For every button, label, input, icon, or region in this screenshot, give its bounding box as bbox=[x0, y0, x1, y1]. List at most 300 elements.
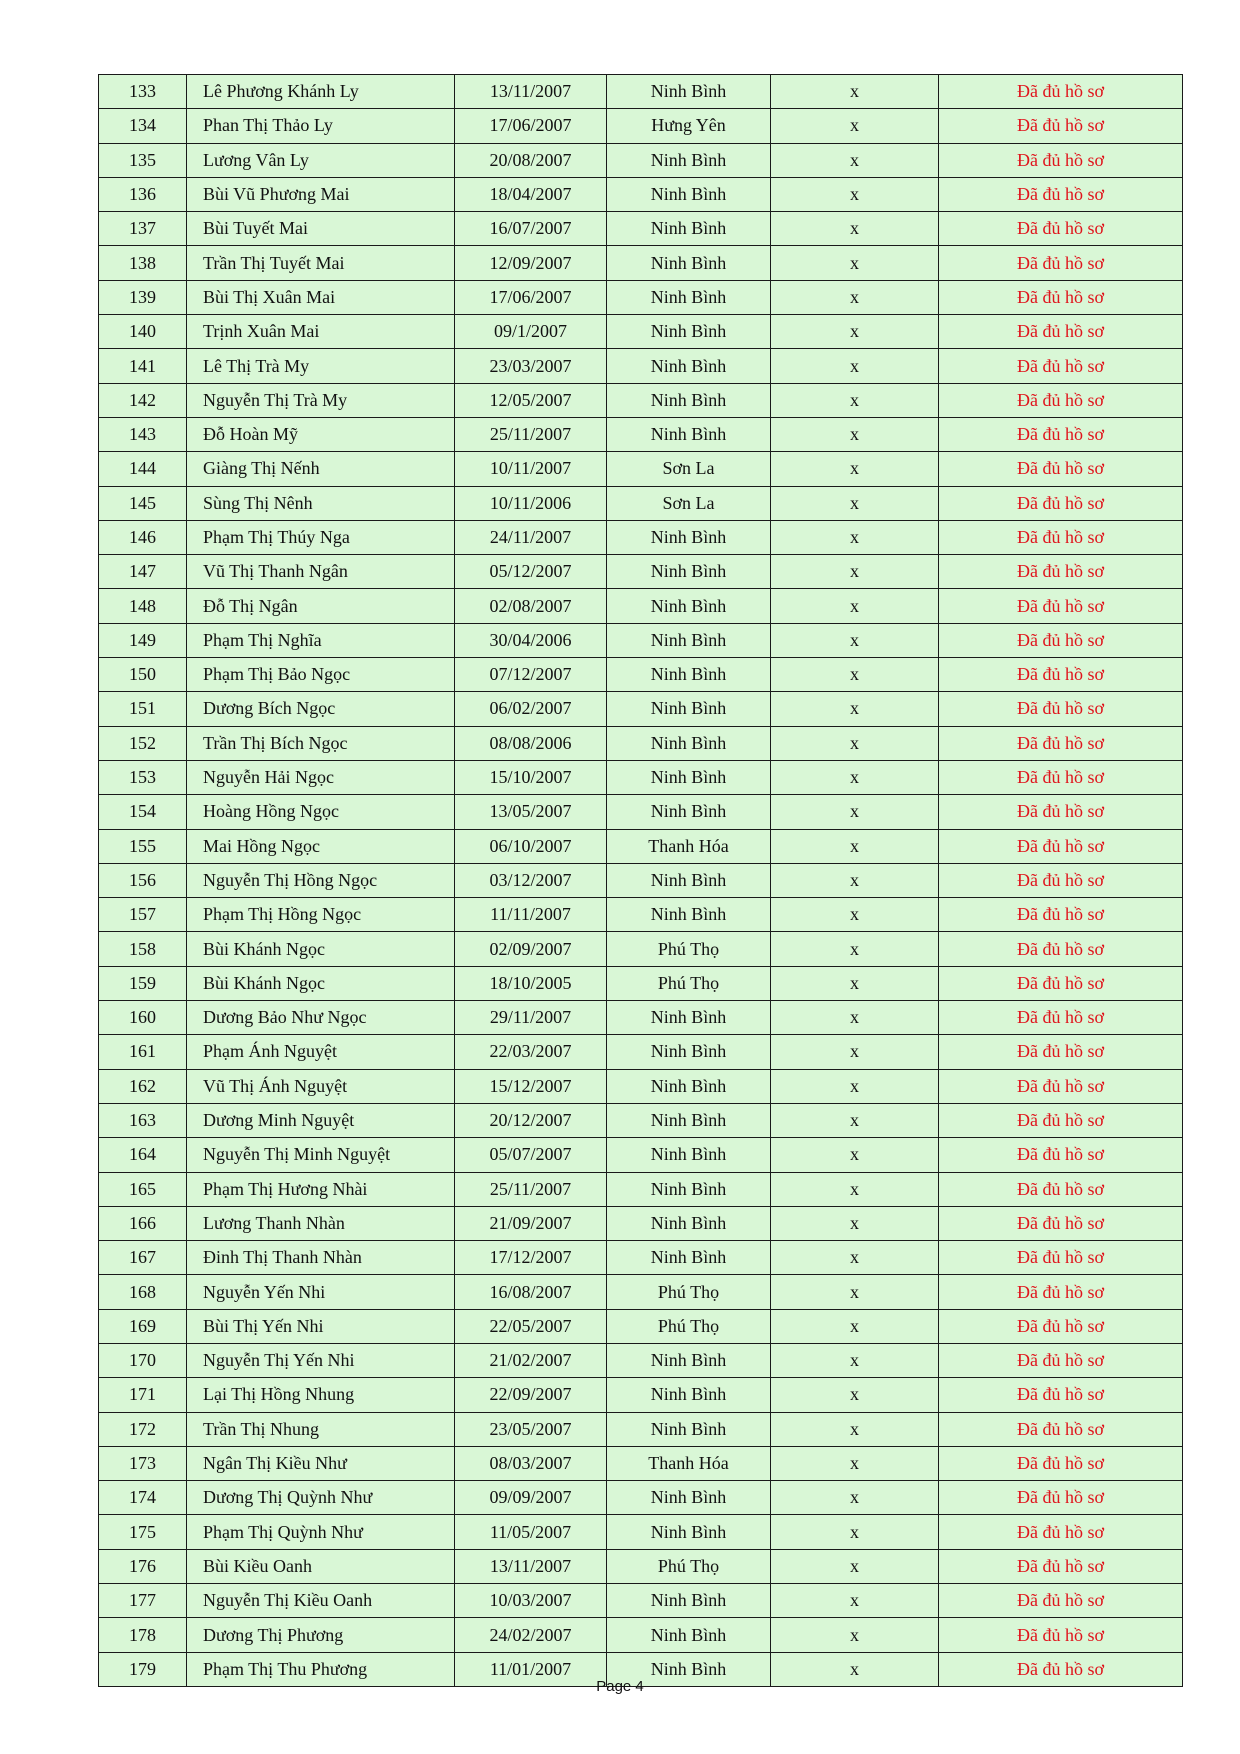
check-mark: x bbox=[771, 932, 939, 966]
birth-date: 17/12/2007 bbox=[455, 1241, 607, 1275]
check-mark: x bbox=[771, 315, 939, 349]
row-number: 143 bbox=[99, 417, 187, 451]
record-status: Đã đủ hồ sơ bbox=[939, 1241, 1183, 1275]
student-name: Trần Thị Bích Ngọc bbox=[187, 726, 455, 760]
birth-place: Ninh Bình bbox=[607, 246, 771, 280]
row-number: 147 bbox=[99, 555, 187, 589]
birth-date: 08/03/2007 bbox=[455, 1446, 607, 1480]
student-name: Trần Thị Nhung bbox=[187, 1412, 455, 1446]
row-number: 169 bbox=[99, 1309, 187, 1343]
record-status: Đã đủ hồ sơ bbox=[939, 75, 1183, 109]
birth-date: 02/08/2007 bbox=[455, 589, 607, 623]
check-mark: x bbox=[771, 1378, 939, 1412]
record-status: Đã đủ hồ sơ bbox=[939, 1378, 1183, 1412]
record-status: Đã đủ hồ sơ bbox=[939, 1343, 1183, 1377]
birth-date: 05/07/2007 bbox=[455, 1138, 607, 1172]
student-name: Đỗ Hoàn Mỹ bbox=[187, 417, 455, 451]
table-row bbox=[99, 692, 1183, 726]
check-mark: x bbox=[771, 692, 939, 726]
check-mark: x bbox=[771, 623, 939, 657]
check-mark: x bbox=[771, 109, 939, 143]
record-status: Đã đủ hồ sơ bbox=[939, 315, 1183, 349]
row-number: 142 bbox=[99, 383, 187, 417]
check-mark: x bbox=[771, 1343, 939, 1377]
record-status: Đã đủ hồ sơ bbox=[939, 932, 1183, 966]
birth-date: 23/05/2007 bbox=[455, 1412, 607, 1446]
student-name: Bùi Thị Yến Nhi bbox=[187, 1309, 455, 1343]
record-status: Đã đủ hồ sơ bbox=[939, 177, 1183, 211]
birth-date: 25/11/2007 bbox=[455, 1172, 607, 1206]
row-number: 170 bbox=[99, 1343, 187, 1377]
record-status: Đã đủ hồ sơ bbox=[939, 623, 1183, 657]
birth-date: 17/06/2007 bbox=[455, 280, 607, 314]
table-row bbox=[99, 486, 1183, 520]
table-row bbox=[99, 829, 1183, 863]
table-row bbox=[99, 1001, 1183, 1035]
birth-date: 11/05/2007 bbox=[455, 1515, 607, 1549]
birth-place: Ninh Bình bbox=[607, 383, 771, 417]
birth-place: Ninh Bình bbox=[607, 658, 771, 692]
birth-date: 06/10/2007 bbox=[455, 829, 607, 863]
check-mark: x bbox=[771, 1584, 939, 1618]
row-number: 179 bbox=[99, 1652, 187, 1686]
row-number: 178 bbox=[99, 1618, 187, 1652]
birth-date: 21/02/2007 bbox=[455, 1343, 607, 1377]
student-name: Bùi Kiều Oanh bbox=[187, 1549, 455, 1583]
check-mark: x bbox=[771, 349, 939, 383]
record-status: Đã đủ hồ sơ bbox=[939, 1549, 1183, 1583]
table-row bbox=[99, 1446, 1183, 1480]
student-name: Giàng Thị Nếnh bbox=[187, 452, 455, 486]
student-name: Phạm Thị Hồng Ngọc bbox=[187, 898, 455, 932]
record-status: Đã đủ hồ sơ bbox=[939, 692, 1183, 726]
row-number: 177 bbox=[99, 1584, 187, 1618]
check-mark: x bbox=[771, 829, 939, 863]
check-mark: x bbox=[771, 1309, 939, 1343]
birth-date: 18/10/2005 bbox=[455, 966, 607, 1000]
student-name: Lương Vân Ly bbox=[187, 143, 455, 177]
table-row bbox=[99, 1172, 1183, 1206]
birth-place: Ninh Bình bbox=[607, 315, 771, 349]
row-number: 144 bbox=[99, 452, 187, 486]
table-row bbox=[99, 1515, 1183, 1549]
student-name: Phạm Thị Quỳnh Như bbox=[187, 1515, 455, 1549]
check-mark: x bbox=[771, 658, 939, 692]
birth-place: Ninh Bình bbox=[607, 1343, 771, 1377]
row-number: 154 bbox=[99, 795, 187, 829]
check-mark: x bbox=[771, 863, 939, 897]
birth-place: Sơn La bbox=[607, 452, 771, 486]
student-name: Nguyễn Thị Yến Nhi bbox=[187, 1343, 455, 1377]
record-status: Đã đủ hồ sơ bbox=[939, 1275, 1183, 1309]
table-row bbox=[99, 452, 1183, 486]
row-number: 155 bbox=[99, 829, 187, 863]
birth-date: 25/11/2007 bbox=[455, 417, 607, 451]
table-row bbox=[99, 1275, 1183, 1309]
student-name: Phạm Ánh Nguyệt bbox=[187, 1035, 455, 1069]
birth-date: 22/09/2007 bbox=[455, 1378, 607, 1412]
birth-place: Ninh Bình bbox=[607, 1035, 771, 1069]
birth-date: 17/06/2007 bbox=[455, 109, 607, 143]
record-status: Đã đủ hồ sơ bbox=[939, 726, 1183, 760]
birth-date: 06/02/2007 bbox=[455, 692, 607, 726]
birth-date: 12/09/2007 bbox=[455, 246, 607, 280]
record-status: Đã đủ hồ sơ bbox=[939, 1001, 1183, 1035]
birth-place: Phú Thọ bbox=[607, 932, 771, 966]
birth-place: Ninh Bình bbox=[607, 1618, 771, 1652]
check-mark: x bbox=[771, 1035, 939, 1069]
student-name: Dương Thị Quỳnh Như bbox=[187, 1481, 455, 1515]
birth-place: Ninh Bình bbox=[607, 692, 771, 726]
record-status: Đã đủ hồ sơ bbox=[939, 1618, 1183, 1652]
check-mark: x bbox=[771, 1069, 939, 1103]
check-mark: x bbox=[771, 177, 939, 211]
birth-date: 15/12/2007 bbox=[455, 1069, 607, 1103]
birth-place: Ninh Bình bbox=[607, 212, 771, 246]
check-mark: x bbox=[771, 75, 939, 109]
birth-date: 21/09/2007 bbox=[455, 1206, 607, 1240]
birth-place: Phú Thọ bbox=[607, 966, 771, 1000]
birth-date: 18/04/2007 bbox=[455, 177, 607, 211]
record-status: Đã đủ hồ sơ bbox=[939, 520, 1183, 554]
student-name: Phạm Thị Thúy Nga bbox=[187, 520, 455, 554]
birth-date: 13/11/2007 bbox=[455, 75, 607, 109]
birth-place: Ninh Bình bbox=[607, 1103, 771, 1137]
check-mark: x bbox=[771, 1103, 939, 1137]
check-mark: x bbox=[771, 1001, 939, 1035]
student-name: Phan Thị Thảo Ly bbox=[187, 109, 455, 143]
birth-date: 20/08/2007 bbox=[455, 143, 607, 177]
birth-place: Ninh Bình bbox=[607, 177, 771, 211]
record-status: Đã đủ hồ sơ bbox=[939, 658, 1183, 692]
check-mark: x bbox=[771, 1138, 939, 1172]
birth-date: 20/12/2007 bbox=[455, 1103, 607, 1137]
row-number: 163 bbox=[99, 1103, 187, 1137]
row-number: 139 bbox=[99, 280, 187, 314]
student-name: Dương Thị Phương bbox=[187, 1618, 455, 1652]
student-name: Lại Thị Hồng Nhung bbox=[187, 1378, 455, 1412]
row-number: 141 bbox=[99, 349, 187, 383]
table-row bbox=[99, 863, 1183, 897]
check-mark: x bbox=[771, 898, 939, 932]
birth-date: 16/08/2007 bbox=[455, 1275, 607, 1309]
check-mark: x bbox=[771, 246, 939, 280]
birth-place: Ninh Bình bbox=[607, 417, 771, 451]
birth-date: 02/09/2007 bbox=[455, 932, 607, 966]
birth-date: 24/11/2007 bbox=[455, 520, 607, 554]
record-status: Đã đủ hồ sơ bbox=[939, 760, 1183, 794]
row-number: 148 bbox=[99, 589, 187, 623]
table-row bbox=[99, 1378, 1183, 1412]
birth-date: 22/05/2007 bbox=[455, 1309, 607, 1343]
birth-date: 10/11/2007 bbox=[455, 452, 607, 486]
table-row bbox=[99, 555, 1183, 589]
birth-place: Ninh Bình bbox=[607, 555, 771, 589]
birth-date: 03/12/2007 bbox=[455, 863, 607, 897]
table-row bbox=[99, 1069, 1183, 1103]
check-mark: x bbox=[771, 520, 939, 554]
check-mark: x bbox=[771, 1412, 939, 1446]
student-name: Trần Thị Tuyết Mai bbox=[187, 246, 455, 280]
table-row bbox=[99, 212, 1183, 246]
table-row bbox=[99, 1343, 1183, 1377]
student-name: Sùng Thị Nênh bbox=[187, 486, 455, 520]
student-name: Vũ Thị Ánh Nguyệt bbox=[187, 1069, 455, 1103]
record-status: Đã đủ hồ sơ bbox=[939, 383, 1183, 417]
check-mark: x bbox=[771, 726, 939, 760]
birth-place: Ninh Bình bbox=[607, 1069, 771, 1103]
table-row bbox=[99, 1481, 1183, 1515]
record-status: Đã đủ hồ sơ bbox=[939, 1412, 1183, 1446]
row-number: 150 bbox=[99, 658, 187, 692]
check-mark: x bbox=[771, 1446, 939, 1480]
student-name: Phạm Thị Bảo Ngọc bbox=[187, 658, 455, 692]
student-name: Bùi Tuyết Mai bbox=[187, 212, 455, 246]
table-row bbox=[99, 898, 1183, 932]
student-name: Phạm Thị Thu Phương bbox=[187, 1652, 455, 1686]
record-status: Đã đủ hồ sơ bbox=[939, 1309, 1183, 1343]
record-status: Đã đủ hồ sơ bbox=[939, 589, 1183, 623]
birth-date: 09/09/2007 bbox=[455, 1481, 607, 1515]
check-mark: x bbox=[771, 1275, 939, 1309]
record-status: Đã đủ hồ sơ bbox=[939, 417, 1183, 451]
check-mark: x bbox=[771, 1652, 939, 1686]
birth-date: 10/11/2006 bbox=[455, 486, 607, 520]
row-number: 156 bbox=[99, 863, 187, 897]
student-name: Bùi Khánh Ngọc bbox=[187, 966, 455, 1000]
table-row bbox=[99, 726, 1183, 760]
table-row bbox=[99, 349, 1183, 383]
row-number: 137 bbox=[99, 212, 187, 246]
row-number: 164 bbox=[99, 1138, 187, 1172]
birth-place: Ninh Bình bbox=[607, 1584, 771, 1618]
record-status: Đã đủ hồ sơ bbox=[939, 452, 1183, 486]
student-name: Phạm Thị Hương Nhài bbox=[187, 1172, 455, 1206]
birth-place: Ninh Bình bbox=[607, 1378, 771, 1412]
birth-date: 11/11/2007 bbox=[455, 898, 607, 932]
birth-date: 16/07/2007 bbox=[455, 212, 607, 246]
check-mark: x bbox=[771, 417, 939, 451]
table-row bbox=[99, 1412, 1183, 1446]
row-number: 140 bbox=[99, 315, 187, 349]
check-mark: x bbox=[771, 760, 939, 794]
table-row bbox=[99, 623, 1183, 657]
birth-place: Ninh Bình bbox=[607, 589, 771, 623]
table-row bbox=[99, 1241, 1183, 1275]
table-row bbox=[99, 1103, 1183, 1137]
student-name: Ngân Thị Kiều Như bbox=[187, 1446, 455, 1480]
table-row bbox=[99, 315, 1183, 349]
record-status: Đã đủ hồ sơ bbox=[939, 1035, 1183, 1069]
birth-place: Ninh Bình bbox=[607, 520, 771, 554]
birth-date: 08/08/2006 bbox=[455, 726, 607, 760]
row-number: 165 bbox=[99, 1172, 187, 1206]
record-status: Đã đủ hồ sơ bbox=[939, 280, 1183, 314]
table-row bbox=[99, 658, 1183, 692]
check-mark: x bbox=[771, 452, 939, 486]
birth-date: 10/03/2007 bbox=[455, 1584, 607, 1618]
birth-place: Ninh Bình bbox=[607, 863, 771, 897]
table-row bbox=[99, 966, 1183, 1000]
student-name: Hoàng Hồng Ngọc bbox=[187, 795, 455, 829]
record-status: Đã đủ hồ sơ bbox=[939, 863, 1183, 897]
row-number: 146 bbox=[99, 520, 187, 554]
birth-place: Phú Thọ bbox=[607, 1275, 771, 1309]
table-row bbox=[99, 1035, 1183, 1069]
record-status: Đã đủ hồ sơ bbox=[939, 143, 1183, 177]
check-mark: x bbox=[771, 1481, 939, 1515]
check-mark: x bbox=[771, 1206, 939, 1240]
table-row bbox=[99, 1309, 1183, 1343]
check-mark: x bbox=[771, 383, 939, 417]
record-status: Đã đủ hồ sơ bbox=[939, 898, 1183, 932]
record-status: Đã đủ hồ sơ bbox=[939, 1206, 1183, 1240]
record-status: Đã đủ hồ sơ bbox=[939, 829, 1183, 863]
record-status: Đã đủ hồ sơ bbox=[939, 246, 1183, 280]
student-name: Nguyễn Thị Trà My bbox=[187, 383, 455, 417]
birth-place: Ninh Bình bbox=[607, 1138, 771, 1172]
student-name: Dương Bảo Như Ngọc bbox=[187, 1001, 455, 1035]
birth-place: Ninh Bình bbox=[607, 1172, 771, 1206]
row-number: 167 bbox=[99, 1241, 187, 1275]
student-name: Vũ Thị Thanh Ngân bbox=[187, 555, 455, 589]
student-name: Lương Thanh Nhàn bbox=[187, 1206, 455, 1240]
row-number: 161 bbox=[99, 1035, 187, 1069]
check-mark: x bbox=[771, 143, 939, 177]
record-status: Đã đủ hồ sơ bbox=[939, 1481, 1183, 1515]
row-number: 136 bbox=[99, 177, 187, 211]
check-mark: x bbox=[771, 966, 939, 1000]
row-number: 133 bbox=[99, 75, 187, 109]
record-status: Đã đủ hồ sơ bbox=[939, 1103, 1183, 1137]
record-status: Đã đủ hồ sơ bbox=[939, 1584, 1183, 1618]
check-mark: x bbox=[771, 1618, 939, 1652]
row-number: 159 bbox=[99, 966, 187, 1000]
check-mark: x bbox=[771, 1515, 939, 1549]
birth-date: 09/1/2007 bbox=[455, 315, 607, 349]
check-mark: x bbox=[771, 555, 939, 589]
record-table bbox=[98, 74, 1183, 1687]
student-name: Bùi Vũ Phương Mai bbox=[187, 177, 455, 211]
birth-date: 29/11/2007 bbox=[455, 1001, 607, 1035]
birth-place: Ninh Bình bbox=[607, 760, 771, 794]
student-name: Đinh Thị Thanh Nhàn bbox=[187, 1241, 455, 1275]
row-number: 151 bbox=[99, 692, 187, 726]
birth-place: Ninh Bình bbox=[607, 898, 771, 932]
table-row bbox=[99, 1138, 1183, 1172]
student-name: Trịnh Xuân Mai bbox=[187, 315, 455, 349]
birth-date: 12/05/2007 bbox=[455, 383, 607, 417]
record-status: Đã đủ hồ sơ bbox=[939, 1172, 1183, 1206]
student-name: Nguyễn Yến Nhi bbox=[187, 1275, 455, 1309]
table-row bbox=[99, 280, 1183, 314]
table-row bbox=[99, 932, 1183, 966]
table-row bbox=[99, 1584, 1183, 1618]
row-number: 152 bbox=[99, 726, 187, 760]
student-name: Nguyễn Thị Minh Nguyệt bbox=[187, 1138, 455, 1172]
check-mark: x bbox=[771, 486, 939, 520]
birth-place: Ninh Bình bbox=[607, 726, 771, 760]
table-row bbox=[99, 760, 1183, 794]
table-row bbox=[99, 246, 1183, 280]
birth-date: 30/04/2006 bbox=[455, 623, 607, 657]
birth-place: Ninh Bình bbox=[607, 795, 771, 829]
check-mark: x bbox=[771, 212, 939, 246]
check-mark: x bbox=[771, 1549, 939, 1583]
row-number: 162 bbox=[99, 1069, 187, 1103]
record-status: Đã đủ hồ sơ bbox=[939, 486, 1183, 520]
row-number: 134 bbox=[99, 109, 187, 143]
record-status: Đã đủ hồ sơ bbox=[939, 349, 1183, 383]
record-table-body bbox=[99, 75, 1183, 1687]
table-row bbox=[99, 589, 1183, 623]
table-row bbox=[99, 795, 1183, 829]
birth-date: 11/01/2007 bbox=[455, 1652, 607, 1686]
student-name: Nguyễn Thị Kiều Oanh bbox=[187, 1584, 455, 1618]
birth-place: Ninh Bình bbox=[607, 1515, 771, 1549]
row-number: 157 bbox=[99, 898, 187, 932]
record-table-container bbox=[98, 74, 1182, 1687]
birth-place: Ninh Bình bbox=[607, 1001, 771, 1035]
record-status: Đã đủ hồ sơ bbox=[939, 212, 1183, 246]
birth-date: 13/11/2007 bbox=[455, 1549, 607, 1583]
check-mark: x bbox=[771, 280, 939, 314]
table-row bbox=[99, 75, 1183, 109]
table-row bbox=[99, 383, 1183, 417]
birth-date: 24/02/2007 bbox=[455, 1618, 607, 1652]
student-name: Nguyễn Thị Hồng Ngọc bbox=[187, 863, 455, 897]
birth-place: Ninh Bình bbox=[607, 349, 771, 383]
birth-place: Ninh Bình bbox=[607, 1481, 771, 1515]
table-row bbox=[99, 143, 1183, 177]
row-number: 145 bbox=[99, 486, 187, 520]
table-row bbox=[99, 520, 1183, 554]
record-status: Đã đủ hồ sơ bbox=[939, 966, 1183, 1000]
birth-place: Phú Thọ bbox=[607, 1309, 771, 1343]
birth-place: Ninh Bình bbox=[607, 1241, 771, 1275]
student-name: Dương Bích Ngọc bbox=[187, 692, 455, 726]
student-name: Lê Phương Khánh Ly bbox=[187, 75, 455, 109]
birth-date: 07/12/2007 bbox=[455, 658, 607, 692]
birth-place: Thanh Hóa bbox=[607, 1446, 771, 1480]
check-mark: x bbox=[771, 1241, 939, 1275]
student-name: Bùi Thị Xuân Mai bbox=[187, 280, 455, 314]
check-mark: x bbox=[771, 1172, 939, 1206]
row-number: 175 bbox=[99, 1515, 187, 1549]
birth-place: Thanh Hóa bbox=[607, 829, 771, 863]
birth-place: Hưng Yên bbox=[607, 109, 771, 143]
record-status: Đã đủ hồ sơ bbox=[939, 795, 1183, 829]
student-name: Dương Minh Nguyệt bbox=[187, 1103, 455, 1137]
birth-place: Sơn La bbox=[607, 486, 771, 520]
row-number: 135 bbox=[99, 143, 187, 177]
record-status: Đã đủ hồ sơ bbox=[939, 1652, 1183, 1686]
row-number: 160 bbox=[99, 1001, 187, 1035]
student-name: Phạm Thị Nghĩa bbox=[187, 623, 455, 657]
row-number: 166 bbox=[99, 1206, 187, 1240]
table-row bbox=[99, 1618, 1183, 1652]
table-row bbox=[99, 1206, 1183, 1240]
record-status: Đã đủ hồ sơ bbox=[939, 1138, 1183, 1172]
birth-date: 23/03/2007 bbox=[455, 349, 607, 383]
row-number: 176 bbox=[99, 1549, 187, 1583]
row-number: 172 bbox=[99, 1412, 187, 1446]
check-mark: x bbox=[771, 795, 939, 829]
birth-place: Ninh Bình bbox=[607, 75, 771, 109]
birth-place: Ninh Bình bbox=[607, 1206, 771, 1240]
record-status: Đã đủ hồ sơ bbox=[939, 555, 1183, 589]
record-status: Đã đủ hồ sơ bbox=[939, 1515, 1183, 1549]
